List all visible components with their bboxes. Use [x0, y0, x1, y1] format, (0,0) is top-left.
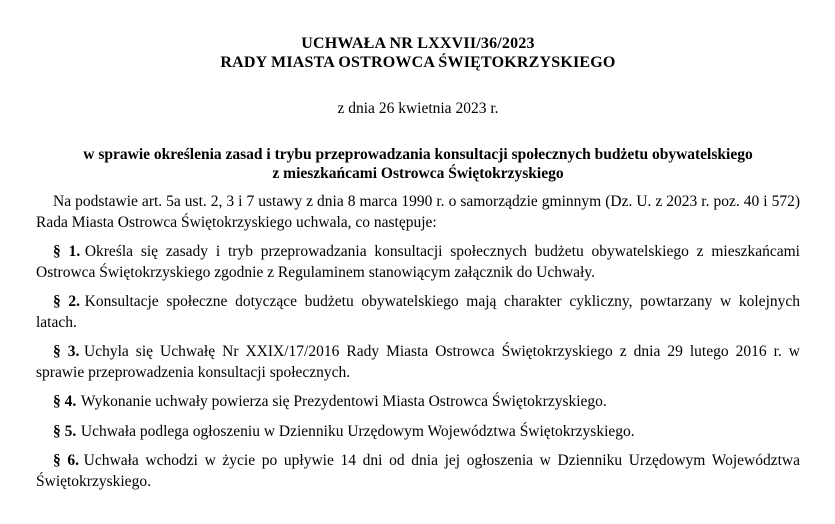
section-text-4: Wykonanie uchwały powierza się Prezydentowi Miasta Ostrowca Świętokrzyskiego. — [80, 393, 607, 410]
section-text-3: Uchyla się Uchwałę Nr XXIX/17/2016 Rady Miasta Ostrowca Świętokrzyskiego z dnia 29 lutego 2016 r. w sprawie przeprowadzenia konsultacji społecznych. — [36, 343, 800, 381]
section-paragraph-2 — [36, 292, 800, 333]
section-paragraph-4 — [36, 392, 800, 413]
section-text-6: Uchwała wchodzi w życie po upływie 14 dni od dnia jej ogłoszenia w Dzienniku Urzędowym Województwa Świętokrzyskiego. — [36, 452, 800, 490]
section-number-4: § 4. — [53, 393, 77, 410]
section-paragraph-6 — [36, 451, 800, 492]
document-subject — [36, 145, 800, 183]
section-paragraph-5 — [36, 422, 800, 443]
section-number-6: § 6. — [53, 452, 80, 469]
document-title-number: UCHWAŁA NR LXXVII/36/2023 — [301, 35, 535, 52]
section-paragraph-1 — [36, 242, 800, 283]
section-number-2: § 2. — [53, 293, 81, 310]
section-number-5: § 5. — [53, 422, 77, 440]
document-subject-line1: w sprawie określenia zasad i trybu przeprowadzania konsultacji społecznych budżetu obywatelskiego — [83, 146, 753, 163]
section-text-1: Określa się zasady i tryb przeprowadzania konsultacji społecznych budżetu obywatelskiego z mieszkańcami Ostrowca Świętokrzyskiego zgodnie z Regulaminem stanowiącym załącznik do Uchwały. — [36, 243, 800, 281]
section-number-3: § 3. — [53, 343, 80, 360]
document-title — [36, 34, 800, 72]
section-text-5: Uchwała podlega ogłoszeniu w Dzienniku Urzędowym Województwa Świętokrzyskiego. — [80, 422, 635, 440]
document-date: z dnia 26 kwietnia 2023 r. — [337, 100, 499, 117]
section-paragraph-3 — [36, 342, 800, 383]
preamble-paragraph: Na podstawie art. 5a ust. 2, 3 i 7 ustawy z dnia 8 marca 1990 r. o samorządzie gminnym (Dz. U. z 2023 r. poz. 40 i 572) Rada Miasta Ostrowca Świętokrzyskiego uchwala, co następuje: — [36, 193, 800, 231]
document-subject-line2: z mieszkańcami Ostrowca Świętokrzyskiego — [272, 165, 564, 182]
section-number-1: § 1. — [53, 243, 81, 260]
document-title-authority: RADY MIASTA OSTROWCA ŚWIĘTOKRZYSKIEGO — [220, 54, 616, 71]
section-text-2: Konsultacje społeczne dotyczące budżetu obywatelskiego mają charakter cykliczny, powtarzany w kolejnych latach. — [36, 293, 800, 331]
